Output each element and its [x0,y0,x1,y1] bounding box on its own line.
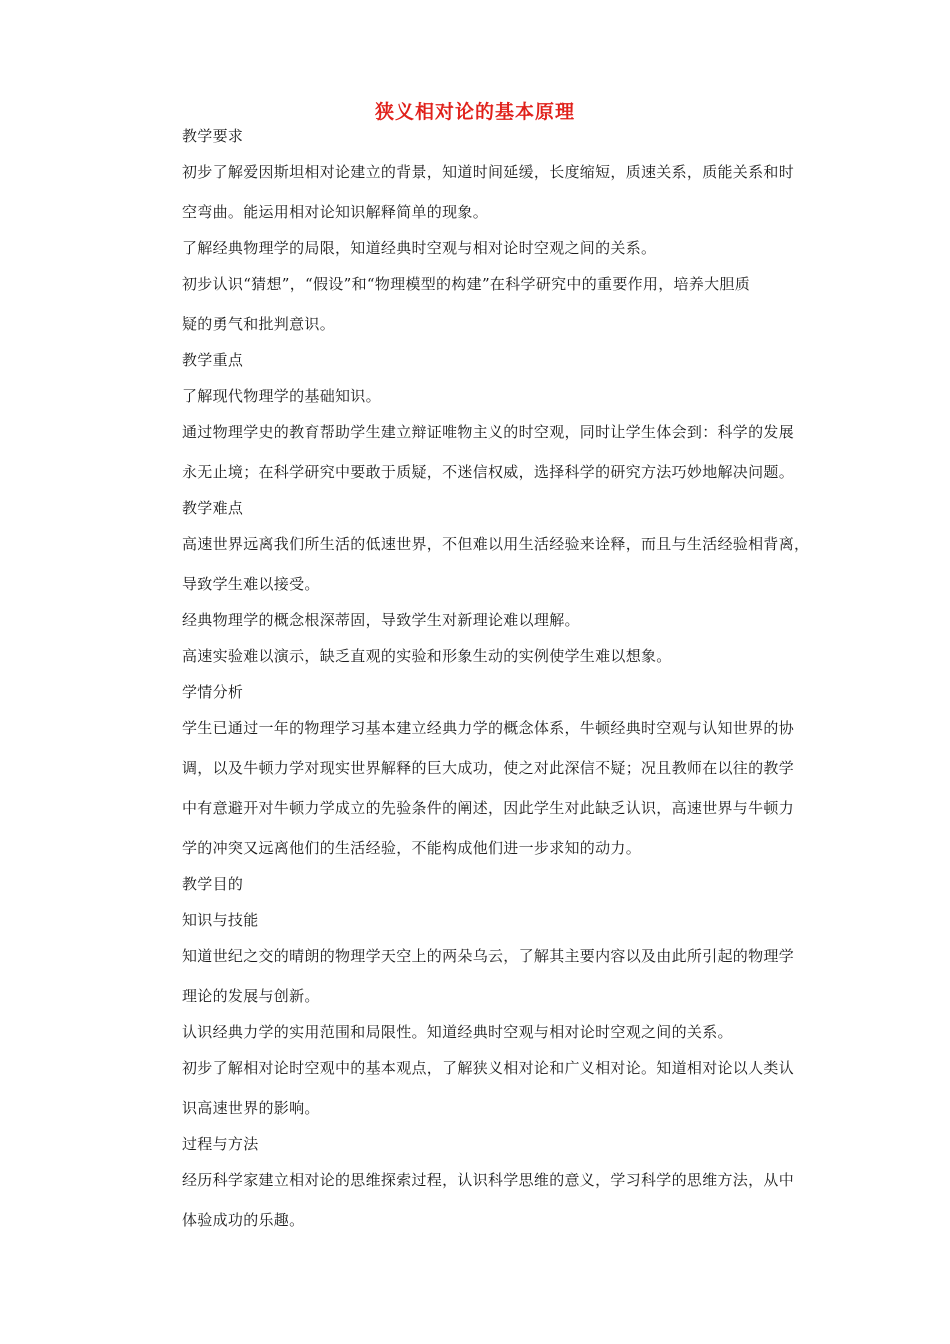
paragraph-line: 初步了解爱因斯坦相对论建立的背景，知道时间延缓，长度缩短，质速关系，质能关系和时 [182,163,795,181]
paragraph-line: 疑的勇气和批判意识。 [182,315,336,333]
section-heading: 过程与方法 [182,1135,259,1153]
paragraph-line: 学的冲突又远离他们的生活经验，不能构成他们进一步求知的动力。 [182,839,642,857]
paragraph-line: 初步认识“猜想”，“假设”和“物理模型的构建”在科学研究中的重要作用，培养大胆质 [182,275,751,293]
paragraph-line: 高速世界远离我们所生活的低速世界，不但难以用生活经验来诠释，而且与生活经验相背离， [182,535,810,553]
paragraph-line: 永无止境；在科学研究中要敢于质疑，不迷信权威，选择科学的研究方法巧妙地解决问题。 [182,463,795,481]
paragraph-line: 空弯曲。能运用相对论知识解释简单的现象。 [182,203,489,221]
document-body [182,126,872,1230]
section-heading: 知识与技能 [182,911,259,929]
paragraph-line: 认识经典力学的实用范围和局限性。知道经典时空观与相对论时空观之间的关系。 [182,1023,733,1041]
section-heading: 学情分析 [182,683,244,701]
paragraph-line: 通过物理学史的教育帮助学生建立辩证唯物主义的时空观，同时让学生体会到：科学的发展 [182,423,795,441]
document-title: 狭义相对论的基本原理 [374,101,575,123]
section-heading: 教学要求 [182,127,244,145]
paragraph-line: 高速实验难以演示，缺乏直观的实验和形象生动的实例使学生难以想象。 [182,647,672,665]
paragraph-line: 调，以及牛顿力学对现实世界解释的巨大成功，使之对此深信不疑；况且教师在以往的教学 [182,759,795,777]
paragraph-line: 理论的发展与创新。 [182,987,320,1005]
paragraph-line: 学生已通过一年的物理学习基本建立经典力学的概念体系，牛顿经典时空观与认知世界的协 [182,719,795,737]
paragraph-line: 体验成功的乐趣。 [182,1211,305,1229]
section-heading: 教学目的 [182,875,244,893]
paragraph-line: 识高速世界的影响。 [182,1099,320,1117]
paragraph-line: 经历科学家建立相对论的思维探索过程，认识科学思维的意义，学习科学的思维方法，从中 [182,1171,795,1189]
paragraph-line: 导致学生难以接受。 [182,575,320,593]
paragraph-line: 初步了解相对论时空观中的基本观点，了解狭义相对论和广义相对论。知道相对论以人类认 [182,1059,795,1077]
section-heading: 教学重点 [182,351,244,369]
paragraph-line: 知道世纪之交的晴朗的物理学天空上的两朵乌云，了解其主要内容以及由此所引起的物理学 [182,947,795,965]
paragraph-line: 经典物理学的概念根深蒂固，导致学生对新理论难以理解。 [182,611,580,629]
section-heading: 教学难点 [182,499,244,517]
paragraph-line: 了解经典物理学的局限，知道经典时空观与相对论时空观之间的关系。 [182,239,657,257]
paragraph-line: 了解现代物理学的基础知识。 [182,387,381,405]
paragraph-line: 中有意避开对牛顿力学成立的先验条件的阐述，因此学生对此缺乏认识，高速世界与牛顿力 [182,799,795,817]
